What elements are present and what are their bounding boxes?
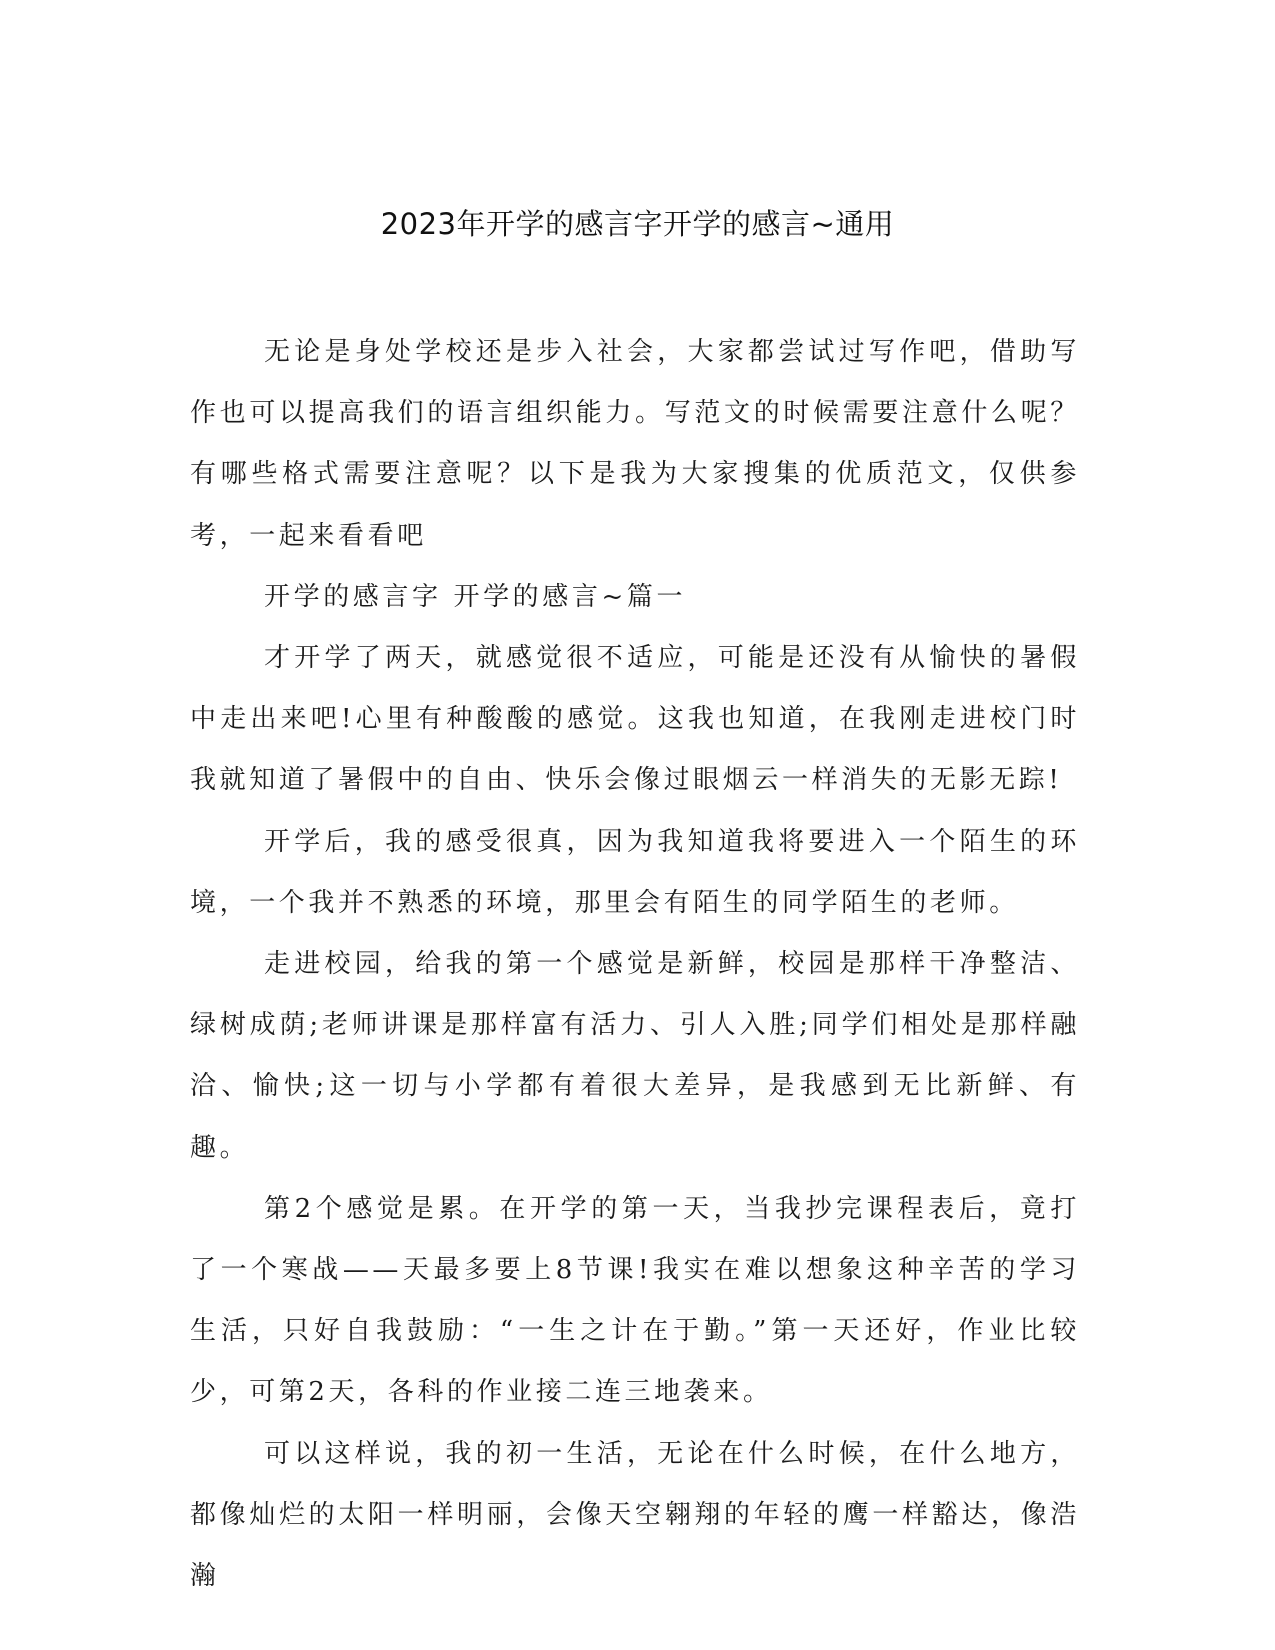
paragraph: 开学后，我的感受很真，因为我知道我将要进入一个陌生的环境，一个我并不熟悉的环境，那里会有陌生的同学陌生的老师。 bbox=[190, 826, 1080, 918]
paragraph: 第2个感觉是累。在开学的第一天，当我抄完课程表后，竟打了一个寒战——天最多要上8节课!我实在难以想象这种辛苦的学习生活，只好自我鼓励：“一生之计在于勤。”第一天还好，作业比较少，可第2天，各科的作业接二连三地袭来。 bbox=[190, 1193, 1080, 1408]
section-heading: 开学的感言字 开学的感言~篇一 bbox=[264, 581, 687, 612]
paragraph-intro: 无论是身处学校还是步入社会，大家都尝试过写作吧，借助写作也可以提高我们的语言组织能力。写范文的时候需要注意什么呢？有哪些格式需要注意呢？以下是我为大家搜集的优质范文，仅供参考，一起来看看吧 bbox=[190, 337, 1080, 551]
paragraph: 走进校园，给我的第一个感觉是新鲜，校园是那样干净整洁、绿树成荫;老师讲课是那样富有活力、引人入胜;同学们相处是那样融洽、愉快;这一切与小学都有着很大差异，是我感到无比新鲜、有趣。 bbox=[190, 949, 1080, 1163]
document-body bbox=[190, 322, 1080, 1607]
document-title: 2023年开学的感言字开学的感言~通用 bbox=[380, 207, 895, 241]
paragraph: 才开学了两天，就感觉很不适应，可能是还没有从愉快的暑假中走出来吧!心里有种酸酸的感觉。这我也知道，在我刚走进校门时我就知道了暑假中的自由、快乐会像过眼烟云一样消失的无影无踪! bbox=[190, 643, 1080, 796]
paragraph: 可以这样说，我的初一生活，无论在什么时候，在什么地方，都像灿烂的太阳一样明丽，会像天空翱翔的年轻的鹰一样豁达，像浩瀚 bbox=[190, 1438, 1080, 1592]
